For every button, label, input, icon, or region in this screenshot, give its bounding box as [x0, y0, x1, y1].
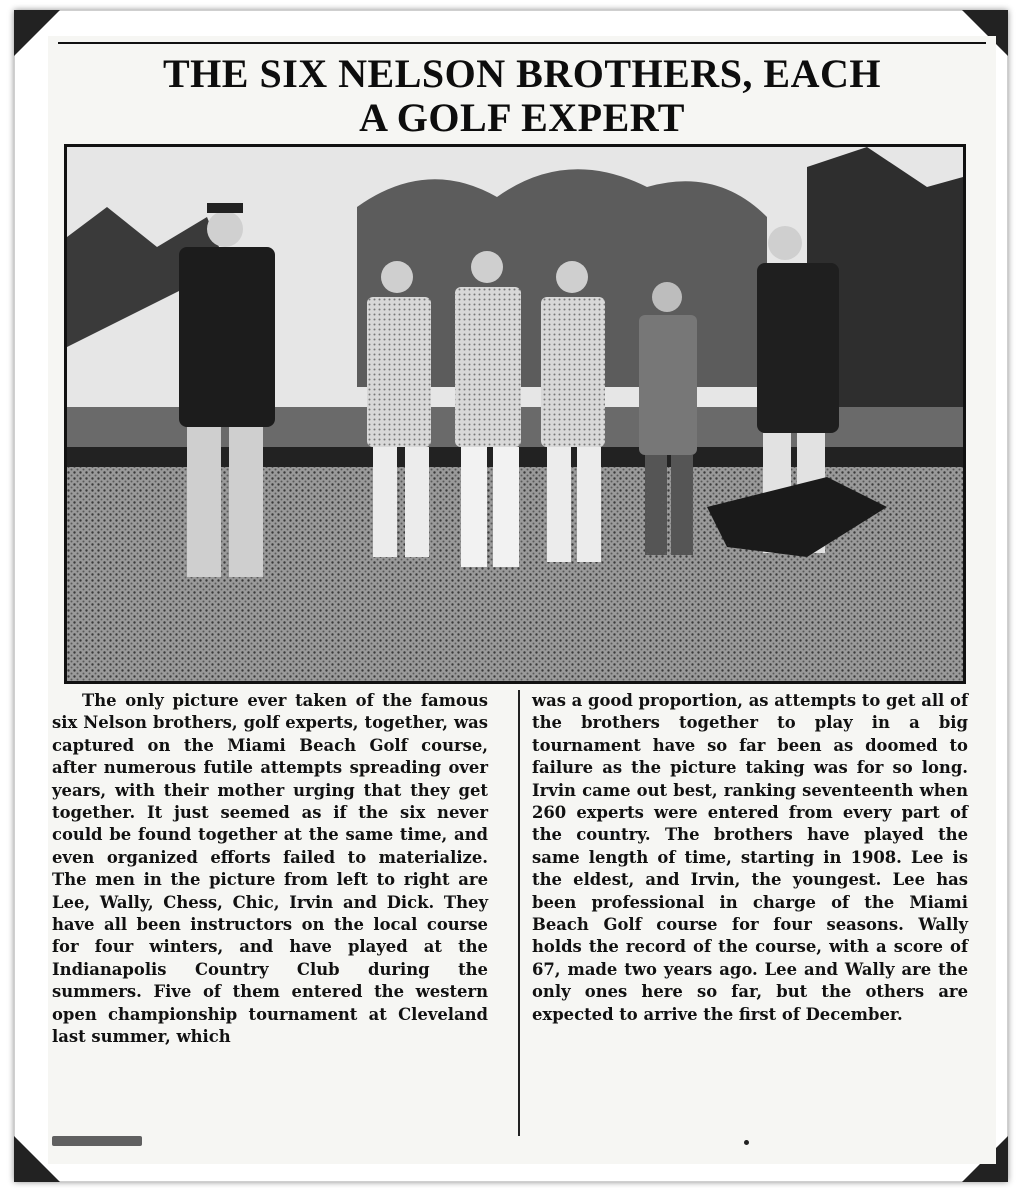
newspaper-clipping [48, 36, 996, 1164]
clipping-frame [14, 10, 1008, 1182]
column-divider [518, 690, 520, 1136]
article-text-col1: The only picture ever taken of the famous six Nelson brothers, golf experts, together, was captured on the Miami Beach Golf course, after numerous futile attempts spreading over years, with their mother urging that they get together. It just seemed as if the six never could be found together at the same time, and even organized efforts failed to materialize. The men in the picture from left to right are Lee, Wally, Chess, Chic, Irvin and Dick. They have all been instructors on the local course for four winters, and have played at the Indianapolis Country Club during the summers. Five of them entered the western open championship tournament at Cleveland last summer, which [52, 691, 488, 1047]
headline [48, 52, 996, 140]
halftone-photo [67, 147, 963, 681]
top-rule [58, 42, 986, 44]
article-text-col2: was a good proportion, as attempts to get all of the brothers together to play in a big tournament have so far been as doomed to failure as the picture taking was for so long. Irvin came out best, ranking seventeenth when 260 experts were entered from every part of the country. The brothers have played the same length of time, starting in 1908. Lee is the eldest, and Irvin, the youngest. Lee has been professional in charge of the Miami Beach Golf course for four seasons. Wally holds the record of the course, with a score of 67, made two years ago. Lee and Wally are the only ones here so far, but the others are expected to arrive the first of December. [532, 691, 968, 1024]
article-column-1 [52, 690, 488, 1049]
ink-blot [52, 1136, 142, 1146]
article-column-2 [532, 690, 968, 1026]
headline-line-1: THE SIX NELSON BROTHERS, EACH [162, 51, 881, 96]
group-photo [64, 144, 966, 684]
headline-line-2: A GOLF EXPERT [359, 95, 685, 140]
ink-dot [744, 1140, 749, 1145]
